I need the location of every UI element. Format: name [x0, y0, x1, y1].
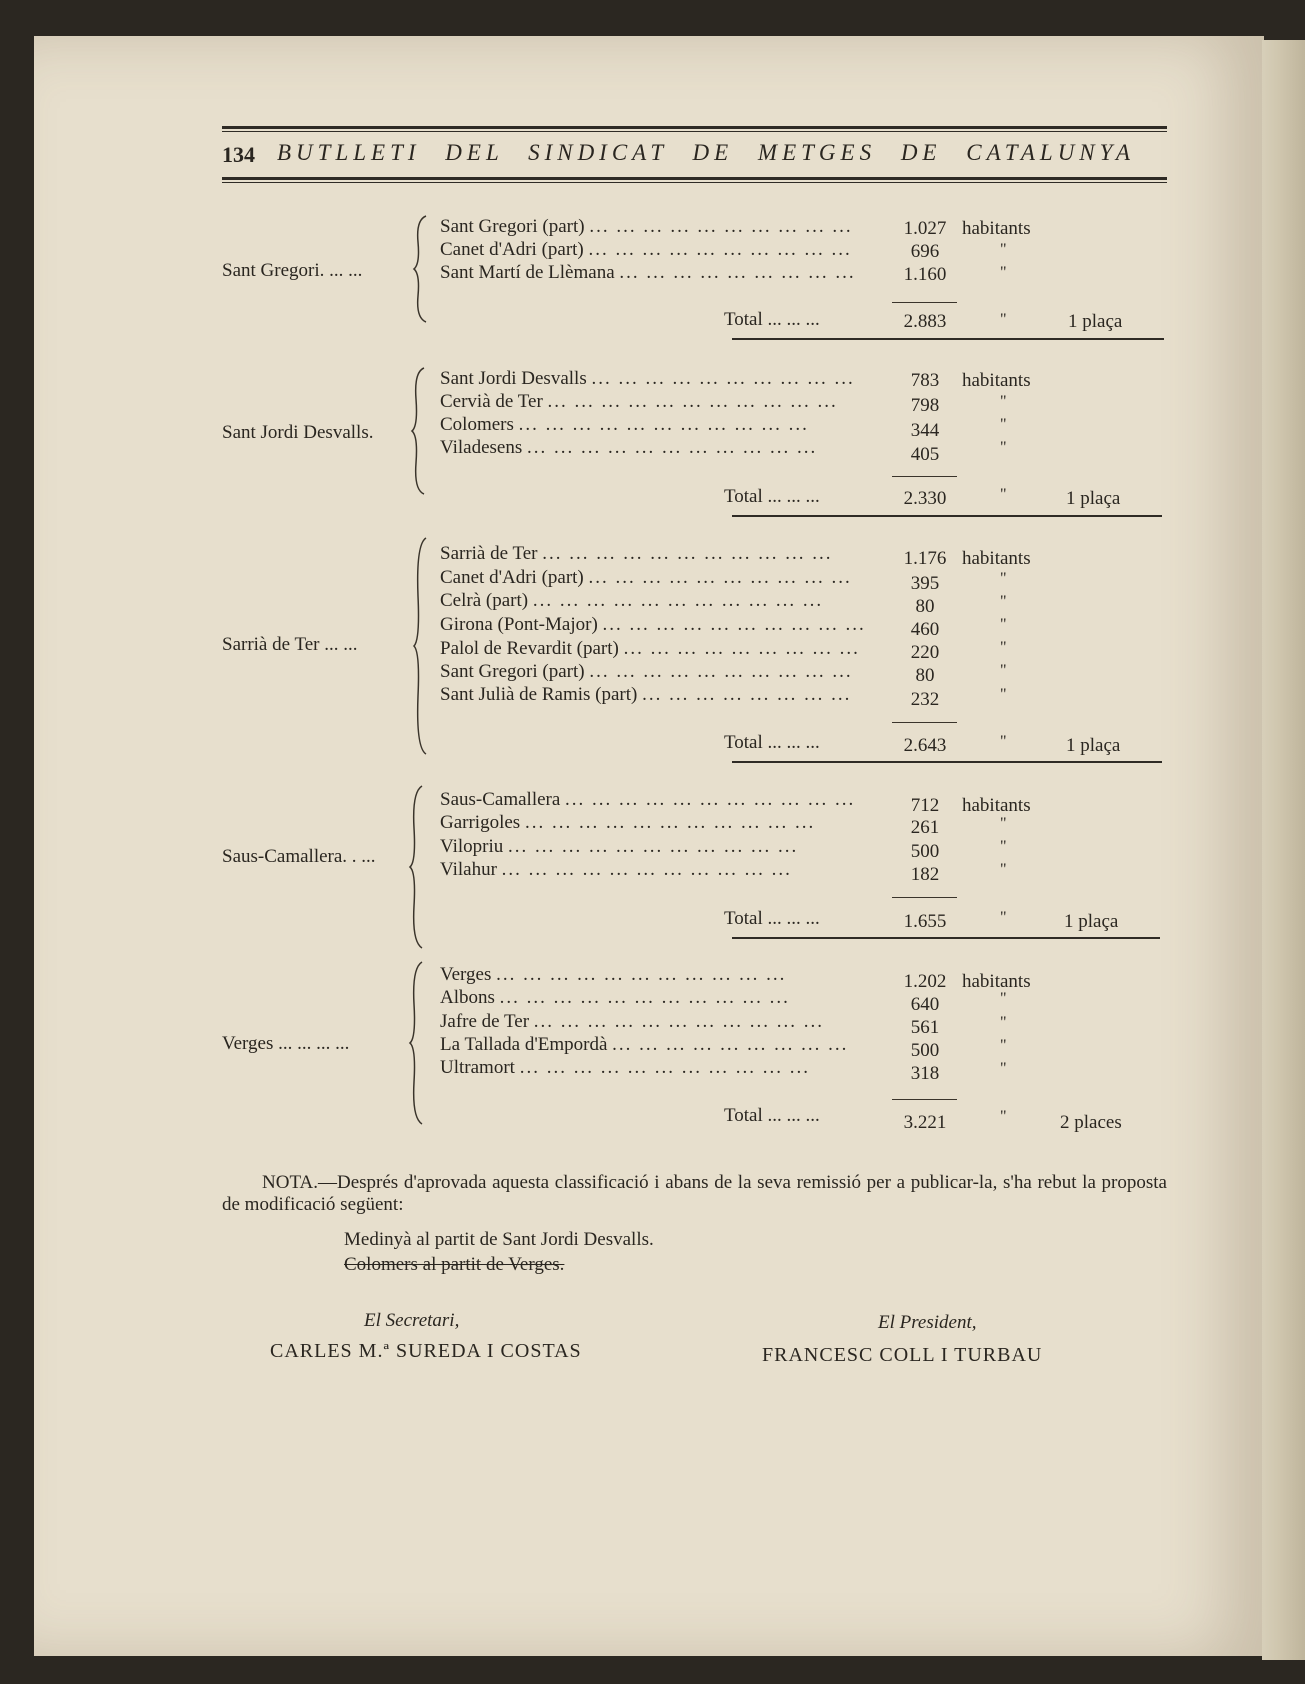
entry-unit: habitants	[962, 370, 1031, 391]
entry-unit: habitants	[962, 795, 1031, 816]
entry-value: 405	[910, 444, 940, 465]
entry-name: Albons ... ... ... ... ... ... ... ... ... ... ...	[440, 987, 790, 1008]
total-rule	[732, 937, 1160, 939]
entry-value: 798	[910, 395, 940, 416]
entry-unit: "	[1000, 393, 1007, 410]
entry-name: Sant Julià de Ramis (part) ... ... ... ... ... ... ... ...	[440, 684, 852, 705]
entry-name: Sant Jordi Desvalls ... ... ... ... ... ... ... ... ... ...	[440, 368, 855, 389]
entry-value: 232	[910, 689, 940, 710]
entry-name: Sant Gregori (part) ... ... ... ... ... ... ... ... ... ...	[440, 661, 853, 682]
facing-page-edge	[1262, 40, 1305, 1660]
entry-name: Sant Gregori (part) ... ... ... ... ... ... ... ... ... ...	[440, 216, 853, 237]
sum-line	[892, 476, 957, 477]
president-name: FRANCESC COLL I TURBAU	[762, 1344, 1043, 1366]
nota-modification-1: Medinyà al partit de Sant Jordi Desvalls.	[344, 1229, 654, 1250]
entry-name: Sant Martí de Llèmana ... ... ... ... ... ... ... ... ...	[440, 262, 856, 283]
sum-line	[892, 722, 957, 723]
total-label: Total ... ... ...	[724, 309, 820, 330]
entry-unit: "	[1000, 662, 1007, 679]
entry-value: 696	[910, 241, 940, 262]
entry-name: La Tallada d'Empordà ... ... ... ... ... ... ... ... ...	[440, 1034, 849, 1055]
page-number: 134	[222, 142, 255, 167]
president-title: El President,	[878, 1312, 977, 1333]
nota-modification-2: Colomers al partit de Verges.	[344, 1254, 565, 1275]
places-count: 2 places	[1060, 1112, 1122, 1133]
places-count: 1 plaça	[1066, 735, 1121, 756]
entry-unit: "	[1000, 990, 1007, 1007]
entry-value: 344	[910, 420, 940, 441]
sum-line	[892, 897, 957, 898]
entry-unit: "	[1000, 838, 1007, 855]
total-rule	[732, 761, 1162, 763]
entry-unit: habitants	[962, 971, 1031, 992]
entry-name: Palol de Revardit (part) ... ... ... ... ... ... ... ... ...	[440, 638, 860, 659]
group-label-sarria-de-ter: Sarrià de Ter ... ...	[222, 634, 358, 655]
places-count: 1 plaça	[1068, 311, 1123, 332]
header-rule-bottom-thin	[222, 182, 1167, 183]
entry-unit: habitants	[962, 548, 1031, 569]
entry-value: 712	[910, 795, 940, 816]
sum-line	[892, 302, 957, 303]
secretary-name: CARLES M.ª SUREDA I COSTAS	[270, 1340, 582, 1362]
entry-value: 1.176	[903, 548, 947, 569]
entry-name: Jafre de Ter ... ... ... ... ... ... ... ... ... ... ...	[440, 1011, 825, 1032]
entry-name: Colomers ... ... ... ... ... ... ... ... ... ... ...	[440, 414, 809, 435]
entry-value: 182	[910, 864, 940, 885]
group-label-sant-gregori: Sant Gregori. ... ...	[222, 260, 363, 281]
entry-unit: "	[1000, 1014, 1007, 1031]
entry-unit: "	[1000, 416, 1007, 433]
total-unit: "	[1000, 311, 1007, 328]
entry-unit: "	[1000, 686, 1007, 703]
entry-name: Vilahur ... ... ... ... ... ... ... ... ... ... ...	[440, 859, 792, 880]
entry-value: 500	[910, 841, 940, 862]
entry-value: 460	[910, 619, 940, 640]
entry-name: Canet d'Adri (part) ... ... ... ... ... ... ... ... ... ...	[440, 567, 852, 588]
entry-unit: "	[1000, 593, 1007, 610]
entry-unit: "	[1000, 264, 1007, 281]
entry-unit: "	[1000, 815, 1007, 832]
entry-name: Verges ... ... ... ... ... ... ... ... ... ... ...	[440, 964, 787, 985]
total-unit: "	[1000, 909, 1007, 926]
header-rule-bottom	[222, 177, 1167, 180]
total-rule	[732, 338, 1164, 340]
total-unit: "	[1000, 733, 1007, 750]
nota-paragraph: NOTA.—Després d'aprovada aquesta classificació i abans de la seva remissió per a publicar-la, s'ha rebut la proposta de modificació següent:	[222, 1172, 1167, 1215]
entry-value: 395	[910, 573, 940, 594]
entry-value: 1.202	[903, 971, 947, 992]
entry-name: Garrigoles ... ... ... ... ... ... ... ... ... ... ...	[440, 812, 816, 833]
entry-value: 561	[910, 1017, 940, 1038]
brace-icon	[412, 536, 430, 756]
entry-unit: "	[1000, 639, 1007, 656]
entry-value: 783	[910, 370, 940, 391]
entry-name: Canet d'Adri (part) ... ... ... ... ... ... ... ... ... ...	[440, 239, 852, 260]
entry-name: Sarrià de Ter ... ... ... ... ... ... ... ... ... ... ...	[440, 543, 833, 564]
entry-unit: "	[1000, 241, 1007, 258]
entry-unit: habitants	[962, 218, 1031, 239]
total-value: 3.221	[903, 1112, 947, 1133]
entry-value: 1.160	[903, 264, 947, 285]
group-label-saus-camallera: Saus-Camallera. . ...	[222, 846, 376, 867]
entry-name: Cervià de Ter ... ... ... ... ... ... ... ... ... ... ...	[440, 391, 838, 412]
places-count: 1 plaça	[1064, 911, 1119, 932]
total-value: 1.655	[903, 911, 947, 932]
total-unit: "	[1000, 486, 1007, 503]
brace-icon	[408, 784, 426, 950]
sum-line	[892, 1099, 957, 1100]
entry-name: Viladesens ... ... ... ... ... ... ... ... ... ... ...	[440, 437, 818, 458]
entry-unit: "	[1000, 861, 1007, 878]
entry-unit: "	[1000, 1037, 1007, 1054]
secretary-title: El Secretari,	[364, 1310, 460, 1331]
entry-name: Vilopriu ... ... ... ... ... ... ... ... ... ... ...	[440, 836, 799, 857]
entry-value: 640	[910, 994, 940, 1015]
entry-value: 1.027	[903, 218, 947, 239]
entry-unit: "	[1000, 570, 1007, 587]
entry-name: Girona (Pont-Major) ... ... ... ... ... ... ... ... ... ...	[440, 614, 866, 635]
brace-icon	[410, 366, 428, 496]
group-label-verges: Verges ... ... ... ...	[222, 1033, 350, 1054]
total-value: 2.883	[903, 311, 947, 332]
header-rule-top-thin	[222, 131, 1167, 132]
group-label-sant-jordi-desvalls: Sant Jordi Desvalls.	[222, 422, 374, 443]
entry-value: 80	[915, 665, 935, 686]
total-unit: "	[1000, 1108, 1007, 1125]
entry-unit: "	[1000, 439, 1007, 456]
entry-value: 318	[910, 1063, 940, 1084]
entry-name: Ultramort ... ... ... ... ... ... ... ... ... ... ...	[440, 1057, 810, 1078]
total-label: Total ... ... ...	[724, 908, 820, 929]
entry-unit: "	[1000, 616, 1007, 633]
entry-name: Saus-Camallera ... ... ... ... ... ... ... ... ... ... ...	[440, 789, 856, 810]
total-label: Total ... ... ...	[724, 1105, 820, 1126]
total-rule	[732, 515, 1162, 517]
header-rule-top	[222, 126, 1167, 129]
brace-icon	[408, 960, 426, 1126]
places-count: 1 plaça	[1066, 488, 1121, 509]
entry-name: Celrà (part) ... ... ... ... ... ... ... ... ... ... ...	[440, 590, 824, 611]
total-label: Total ... ... ...	[724, 486, 820, 507]
total-label: Total ... ... ...	[724, 732, 820, 753]
entry-unit: "	[1000, 1060, 1007, 1077]
entry-value: 220	[910, 642, 940, 663]
entry-value: 500	[910, 1040, 940, 1061]
total-value: 2.330	[903, 488, 947, 509]
entry-value: 80	[915, 596, 935, 617]
brace-icon	[412, 214, 430, 324]
running-header	[222, 138, 1167, 174]
running-title: BUTLLETI DEL SINDICAT DE METGES DE CATALUNYA	[277, 140, 1135, 165]
total-value: 2.643	[903, 735, 947, 756]
entry-value: 261	[910, 817, 940, 838]
